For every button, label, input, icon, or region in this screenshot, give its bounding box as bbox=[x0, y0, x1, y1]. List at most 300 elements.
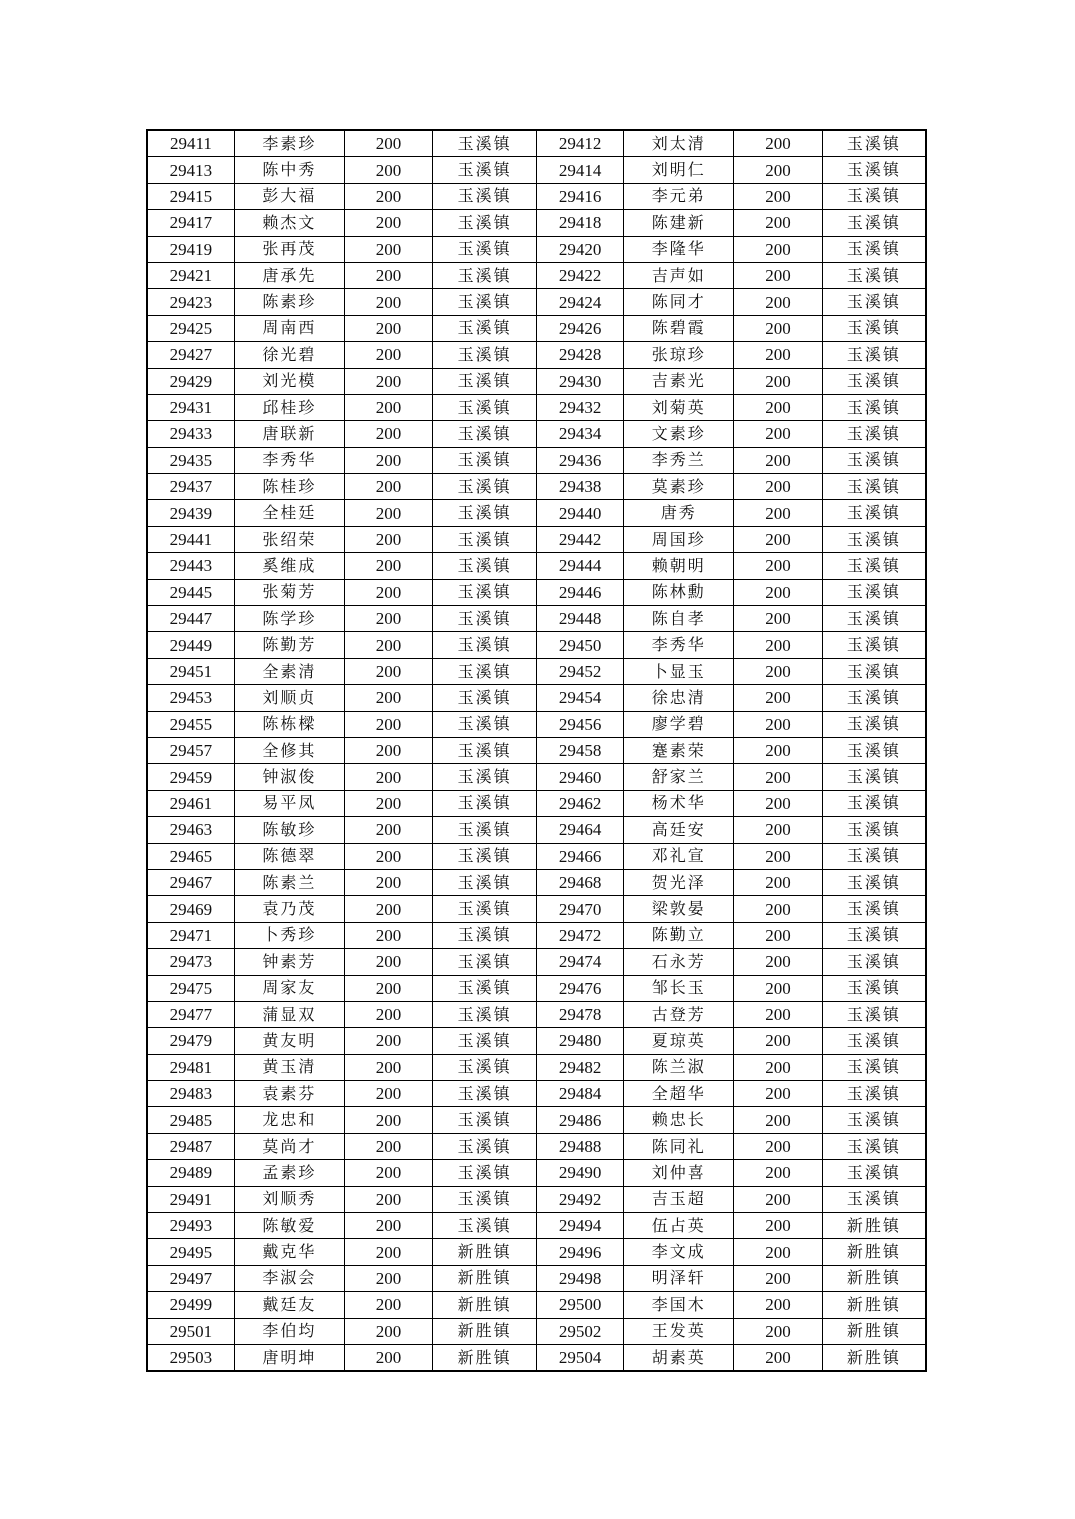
cell-town: 玉溪镇 bbox=[822, 1160, 926, 1186]
cell-record-id: 29437 bbox=[147, 474, 234, 500]
cell-person-name: 全素清 bbox=[234, 658, 344, 684]
cell-amount: 200 bbox=[734, 711, 822, 737]
cell-person-name: 黄玉清 bbox=[234, 1054, 344, 1080]
cell-town: 玉溪镇 bbox=[433, 315, 537, 341]
cell-amount: 200 bbox=[344, 949, 432, 975]
cell-person-name: 唐秀 bbox=[624, 500, 734, 526]
cell-town: 玉溪镇 bbox=[822, 236, 926, 262]
cell-person-name: 李秀兰 bbox=[624, 447, 734, 473]
cell-record-id: 29416 bbox=[536, 183, 623, 209]
cell-amount: 200 bbox=[344, 606, 432, 632]
cell-record-id: 29445 bbox=[147, 579, 234, 605]
cell-town: 玉溪镇 bbox=[822, 1081, 926, 1107]
table-row bbox=[147, 1054, 926, 1080]
cell-amount: 200 bbox=[344, 262, 432, 288]
cell-person-name: 周家友 bbox=[234, 975, 344, 1001]
cell-record-id: 29426 bbox=[536, 315, 623, 341]
cell-amount: 200 bbox=[734, 210, 822, 236]
cell-record-id: 29499 bbox=[147, 1292, 234, 1318]
cell-person-name: 李素珍 bbox=[234, 130, 344, 157]
cell-person-name: 梁敦晏 bbox=[624, 896, 734, 922]
cell-record-id: 29451 bbox=[147, 658, 234, 684]
cell-record-id: 29497 bbox=[147, 1265, 234, 1291]
cell-amount: 200 bbox=[734, 1213, 822, 1239]
cell-town: 玉溪镇 bbox=[822, 1186, 926, 1212]
cell-town: 玉溪镇 bbox=[433, 711, 537, 737]
cell-record-id: 29452 bbox=[536, 658, 623, 684]
cell-record-id: 29450 bbox=[536, 632, 623, 658]
cell-town: 玉溪镇 bbox=[433, 764, 537, 790]
cell-town: 新胜镇 bbox=[822, 1213, 926, 1239]
cell-town: 玉溪镇 bbox=[433, 183, 537, 209]
cell-town: 玉溪镇 bbox=[433, 1001, 537, 1027]
cell-town: 玉溪镇 bbox=[433, 368, 537, 394]
cell-amount: 200 bbox=[734, 1186, 822, 1212]
table-row bbox=[147, 843, 926, 869]
table-body bbox=[147, 130, 926, 1371]
cell-amount: 200 bbox=[734, 737, 822, 763]
cell-record-id: 29422 bbox=[536, 262, 623, 288]
cell-person-name: 赖杰文 bbox=[234, 210, 344, 236]
cell-town: 玉溪镇 bbox=[433, 1160, 537, 1186]
cell-amount: 200 bbox=[344, 315, 432, 341]
cell-amount: 200 bbox=[344, 474, 432, 500]
cell-record-id: 29489 bbox=[147, 1160, 234, 1186]
cell-amount: 200 bbox=[344, 1133, 432, 1159]
cell-town: 玉溪镇 bbox=[822, 447, 926, 473]
cell-person-name: 刘太清 bbox=[624, 130, 734, 157]
cell-amount: 200 bbox=[344, 737, 432, 763]
cell-record-id: 29460 bbox=[536, 764, 623, 790]
subsidy-table bbox=[146, 129, 927, 1372]
cell-town: 玉溪镇 bbox=[822, 1001, 926, 1027]
cell-town: 玉溪镇 bbox=[822, 975, 926, 1001]
cell-person-name: 莫素珍 bbox=[624, 474, 734, 500]
cell-record-id: 29446 bbox=[536, 579, 623, 605]
cell-record-id: 29474 bbox=[536, 949, 623, 975]
cell-person-name: 徐忠清 bbox=[624, 685, 734, 711]
cell-town: 玉溪镇 bbox=[822, 500, 926, 526]
cell-record-id: 29419 bbox=[147, 236, 234, 262]
cell-record-id: 29478 bbox=[536, 1001, 623, 1027]
cell-record-id: 29467 bbox=[147, 869, 234, 895]
cell-record-id: 29455 bbox=[147, 711, 234, 737]
cell-town: 玉溪镇 bbox=[822, 843, 926, 869]
cell-amount: 200 bbox=[734, 1318, 822, 1344]
table-row bbox=[147, 1081, 926, 1107]
cell-amount: 200 bbox=[734, 1160, 822, 1186]
cell-amount: 200 bbox=[734, 790, 822, 816]
cell-record-id: 29504 bbox=[536, 1344, 623, 1371]
cell-amount: 200 bbox=[734, 394, 822, 420]
cell-person-name: 张琼珍 bbox=[624, 342, 734, 368]
cell-town: 玉溪镇 bbox=[433, 975, 537, 1001]
cell-amount: 200 bbox=[344, 922, 432, 948]
cell-town: 玉溪镇 bbox=[433, 1081, 537, 1107]
cell-record-id: 29465 bbox=[147, 843, 234, 869]
cell-amount: 200 bbox=[344, 1318, 432, 1344]
cell-person-name: 陈敏珍 bbox=[234, 817, 344, 843]
cell-town: 玉溪镇 bbox=[822, 289, 926, 315]
cell-town: 玉溪镇 bbox=[822, 817, 926, 843]
cell-record-id: 29431 bbox=[147, 394, 234, 420]
cell-town: 玉溪镇 bbox=[433, 474, 537, 500]
cell-amount: 200 bbox=[344, 183, 432, 209]
table-row bbox=[147, 210, 926, 236]
cell-amount: 200 bbox=[344, 764, 432, 790]
cell-person-name: 徐光碧 bbox=[234, 342, 344, 368]
cell-person-name: 陈敏爱 bbox=[234, 1213, 344, 1239]
cell-amount: 200 bbox=[344, 289, 432, 315]
cell-person-name: 陈同礼 bbox=[624, 1133, 734, 1159]
table-row bbox=[147, 975, 926, 1001]
cell-amount: 200 bbox=[734, 922, 822, 948]
cell-person-name: 戴廷友 bbox=[234, 1292, 344, 1318]
cell-amount: 200 bbox=[734, 579, 822, 605]
cell-town: 玉溪镇 bbox=[822, 474, 926, 500]
cell-person-name: 邱桂珍 bbox=[234, 394, 344, 420]
cell-record-id: 29448 bbox=[536, 606, 623, 632]
cell-record-id: 29487 bbox=[147, 1133, 234, 1159]
cell-amount: 200 bbox=[344, 632, 432, 658]
cell-amount: 200 bbox=[344, 817, 432, 843]
cell-amount: 200 bbox=[734, 526, 822, 552]
cell-amount: 200 bbox=[344, 843, 432, 869]
cell-amount: 200 bbox=[344, 1213, 432, 1239]
cell-town: 玉溪镇 bbox=[822, 315, 926, 341]
cell-person-name: 张菊芳 bbox=[234, 579, 344, 605]
cell-person-name: 李秀华 bbox=[234, 447, 344, 473]
cell-town: 玉溪镇 bbox=[822, 737, 926, 763]
cell-amount: 200 bbox=[344, 790, 432, 816]
cell-town: 玉溪镇 bbox=[433, 526, 537, 552]
cell-record-id: 29438 bbox=[536, 474, 623, 500]
table-row bbox=[147, 658, 926, 684]
cell-town: 玉溪镇 bbox=[433, 394, 537, 420]
table-row bbox=[147, 421, 926, 447]
cell-amount: 200 bbox=[734, 1054, 822, 1080]
cell-person-name: 陈素兰 bbox=[234, 869, 344, 895]
table-row bbox=[147, 394, 926, 420]
cell-record-id: 29486 bbox=[536, 1107, 623, 1133]
cell-town: 玉溪镇 bbox=[433, 1133, 537, 1159]
cell-record-id: 29420 bbox=[536, 236, 623, 262]
table-row bbox=[147, 711, 926, 737]
cell-town: 新胜镇 bbox=[822, 1344, 926, 1371]
cell-amount: 200 bbox=[734, 1265, 822, 1291]
cell-record-id: 29485 bbox=[147, 1107, 234, 1133]
cell-person-name: 奚维成 bbox=[234, 553, 344, 579]
cell-amount: 200 bbox=[734, 896, 822, 922]
cell-amount: 200 bbox=[734, 949, 822, 975]
cell-town: 玉溪镇 bbox=[433, 949, 537, 975]
cell-town: 玉溪镇 bbox=[822, 342, 926, 368]
cell-record-id: 29430 bbox=[536, 368, 623, 394]
cell-amount: 200 bbox=[734, 1001, 822, 1027]
cell-amount: 200 bbox=[734, 474, 822, 500]
cell-record-id: 29432 bbox=[536, 394, 623, 420]
cell-town: 玉溪镇 bbox=[433, 262, 537, 288]
cell-person-name: 陈栋樑 bbox=[234, 711, 344, 737]
cell-person-name: 易平凤 bbox=[234, 790, 344, 816]
cell-town: 新胜镇 bbox=[822, 1239, 926, 1265]
cell-amount: 200 bbox=[734, 342, 822, 368]
cell-person-name: 孟素珍 bbox=[234, 1160, 344, 1186]
cell-amount: 200 bbox=[344, 896, 432, 922]
cell-person-name: 陈学珍 bbox=[234, 606, 344, 632]
cell-record-id: 29425 bbox=[147, 315, 234, 341]
table-row bbox=[147, 922, 926, 948]
table-row bbox=[147, 1160, 926, 1186]
cell-record-id: 29479 bbox=[147, 1028, 234, 1054]
table-row bbox=[147, 474, 926, 500]
cell-record-id: 29490 bbox=[536, 1160, 623, 1186]
cell-record-id: 29444 bbox=[536, 553, 623, 579]
cell-person-name: 全修其 bbox=[234, 737, 344, 763]
cell-record-id: 29481 bbox=[147, 1054, 234, 1080]
cell-record-id: 29424 bbox=[536, 289, 623, 315]
cell-person-name: 卜显玉 bbox=[624, 658, 734, 684]
cell-person-name: 赖忠长 bbox=[624, 1107, 734, 1133]
cell-person-name: 陈桂珍 bbox=[234, 474, 344, 500]
cell-record-id: 29413 bbox=[147, 157, 234, 183]
cell-amount: 200 bbox=[344, 1186, 432, 1212]
cell-town: 玉溪镇 bbox=[433, 553, 537, 579]
table-row bbox=[147, 1133, 926, 1159]
cell-record-id: 29414 bbox=[536, 157, 623, 183]
cell-person-name: 吉声如 bbox=[624, 262, 734, 288]
cell-person-name: 吉玉超 bbox=[624, 1186, 734, 1212]
cell-person-name: 伍占英 bbox=[624, 1213, 734, 1239]
cell-amount: 200 bbox=[344, 1054, 432, 1080]
table-row bbox=[147, 896, 926, 922]
cell-person-name: 卜秀珍 bbox=[234, 922, 344, 948]
cell-record-id: 29491 bbox=[147, 1186, 234, 1212]
table-row bbox=[147, 1344, 926, 1371]
table-row bbox=[147, 553, 926, 579]
cell-town: 玉溪镇 bbox=[822, 790, 926, 816]
cell-record-id: 29461 bbox=[147, 790, 234, 816]
cell-record-id: 29495 bbox=[147, 1239, 234, 1265]
cell-record-id: 29435 bbox=[147, 447, 234, 473]
cell-person-name: 文素珍 bbox=[624, 421, 734, 447]
cell-amount: 200 bbox=[734, 130, 822, 157]
cell-person-name: 陈同才 bbox=[624, 289, 734, 315]
cell-town: 玉溪镇 bbox=[433, 236, 537, 262]
table-row bbox=[147, 526, 926, 552]
cell-amount: 200 bbox=[344, 1028, 432, 1054]
cell-person-name: 蹇素荣 bbox=[624, 737, 734, 763]
cell-person-name: 刘明仁 bbox=[624, 157, 734, 183]
cell-amount: 200 bbox=[734, 368, 822, 394]
cell-amount: 200 bbox=[734, 1028, 822, 1054]
cell-person-name: 刘顺秀 bbox=[234, 1186, 344, 1212]
table-row bbox=[147, 342, 926, 368]
cell-record-id: 29484 bbox=[536, 1081, 623, 1107]
cell-record-id: 29439 bbox=[147, 500, 234, 526]
cell-town: 玉溪镇 bbox=[433, 1107, 537, 1133]
cell-record-id: 29436 bbox=[536, 447, 623, 473]
cell-town: 新胜镇 bbox=[822, 1318, 926, 1344]
cell-amount: 200 bbox=[734, 447, 822, 473]
cell-town: 玉溪镇 bbox=[822, 394, 926, 420]
cell-record-id: 29417 bbox=[147, 210, 234, 236]
cell-amount: 200 bbox=[734, 289, 822, 315]
cell-amount: 200 bbox=[734, 315, 822, 341]
cell-amount: 200 bbox=[344, 1001, 432, 1027]
cell-town: 新胜镇 bbox=[433, 1265, 537, 1291]
cell-record-id: 29449 bbox=[147, 632, 234, 658]
cell-town: 玉溪镇 bbox=[822, 896, 926, 922]
table-row bbox=[147, 1001, 926, 1027]
cell-person-name: 吉素光 bbox=[624, 368, 734, 394]
cell-amount: 200 bbox=[344, 236, 432, 262]
cell-town: 玉溪镇 bbox=[433, 1213, 537, 1239]
table-row bbox=[147, 315, 926, 341]
cell-town: 新胜镇 bbox=[433, 1239, 537, 1265]
cell-town: 新胜镇 bbox=[433, 1292, 537, 1318]
table-row bbox=[147, 500, 926, 526]
cell-person-name: 陈勤芳 bbox=[234, 632, 344, 658]
cell-amount: 200 bbox=[344, 1344, 432, 1371]
table-row bbox=[147, 157, 926, 183]
cell-record-id: 29498 bbox=[536, 1265, 623, 1291]
cell-record-id: 29477 bbox=[147, 1001, 234, 1027]
cell-amount: 200 bbox=[734, 1133, 822, 1159]
cell-amount: 200 bbox=[344, 526, 432, 552]
cell-town: 玉溪镇 bbox=[822, 130, 926, 157]
cell-person-name: 李国木 bbox=[624, 1292, 734, 1318]
cell-person-name: 袁素芬 bbox=[234, 1081, 344, 1107]
table-row bbox=[147, 632, 926, 658]
cell-person-name: 胡素英 bbox=[624, 1344, 734, 1371]
cell-person-name: 廖学碧 bbox=[624, 711, 734, 737]
cell-record-id: 29443 bbox=[147, 553, 234, 579]
cell-amount: 200 bbox=[344, 157, 432, 183]
table-row bbox=[147, 289, 926, 315]
cell-town: 玉溪镇 bbox=[822, 157, 926, 183]
cell-record-id: 29473 bbox=[147, 949, 234, 975]
cell-record-id: 29447 bbox=[147, 606, 234, 632]
cell-record-id: 29423 bbox=[147, 289, 234, 315]
cell-person-name: 石永芳 bbox=[624, 949, 734, 975]
cell-person-name: 刘顺贞 bbox=[234, 685, 344, 711]
cell-person-name: 陈自孝 bbox=[624, 606, 734, 632]
cell-record-id: 29472 bbox=[536, 922, 623, 948]
cell-person-name: 陈兰淑 bbox=[624, 1054, 734, 1080]
cell-record-id: 29483 bbox=[147, 1081, 234, 1107]
cell-amount: 200 bbox=[344, 1292, 432, 1318]
cell-town: 玉溪镇 bbox=[822, 1133, 926, 1159]
cell-amount: 200 bbox=[734, 975, 822, 1001]
cell-amount: 200 bbox=[734, 843, 822, 869]
cell-person-name: 李隆华 bbox=[624, 236, 734, 262]
cell-town: 玉溪镇 bbox=[433, 289, 537, 315]
cell-amount: 200 bbox=[734, 1344, 822, 1371]
cell-person-name: 袁乃茂 bbox=[234, 896, 344, 922]
table-row bbox=[147, 1265, 926, 1291]
cell-town: 玉溪镇 bbox=[433, 737, 537, 763]
cell-amount: 200 bbox=[344, 869, 432, 895]
cell-record-id: 29411 bbox=[147, 130, 234, 157]
cell-person-name: 邓礼宣 bbox=[624, 843, 734, 869]
cell-person-name: 陈勤立 bbox=[624, 922, 734, 948]
cell-town: 玉溪镇 bbox=[822, 553, 926, 579]
cell-town: 玉溪镇 bbox=[822, 1054, 926, 1080]
cell-person-name: 张再茂 bbox=[234, 236, 344, 262]
table-row bbox=[147, 368, 926, 394]
cell-person-name: 明泽轩 bbox=[624, 1265, 734, 1291]
cell-town: 玉溪镇 bbox=[433, 632, 537, 658]
cell-person-name: 全桂廷 bbox=[234, 500, 344, 526]
cell-person-name: 唐联新 bbox=[234, 421, 344, 447]
cell-person-name: 蒲显双 bbox=[234, 1001, 344, 1027]
cell-town: 玉溪镇 bbox=[822, 949, 926, 975]
cell-town: 玉溪镇 bbox=[433, 1186, 537, 1212]
cell-person-name: 莫尚才 bbox=[234, 1133, 344, 1159]
cell-town: 玉溪镇 bbox=[822, 421, 926, 447]
cell-record-id: 29496 bbox=[536, 1239, 623, 1265]
cell-amount: 200 bbox=[344, 1265, 432, 1291]
cell-amount: 200 bbox=[344, 711, 432, 737]
cell-person-name: 陈德翠 bbox=[234, 843, 344, 869]
cell-amount: 200 bbox=[734, 236, 822, 262]
cell-person-name: 高廷安 bbox=[624, 817, 734, 843]
cell-record-id: 29480 bbox=[536, 1028, 623, 1054]
table-row bbox=[147, 1213, 926, 1239]
cell-person-name: 陈素珍 bbox=[234, 289, 344, 315]
cell-amount: 200 bbox=[344, 579, 432, 605]
table-row bbox=[147, 1292, 926, 1318]
cell-person-name: 黄友明 bbox=[234, 1028, 344, 1054]
cell-record-id: 29418 bbox=[536, 210, 623, 236]
cell-amount: 200 bbox=[734, 685, 822, 711]
cell-record-id: 29429 bbox=[147, 368, 234, 394]
cell-person-name: 赖朝明 bbox=[624, 553, 734, 579]
cell-town: 玉溪镇 bbox=[822, 869, 926, 895]
cell-person-name: 陈碧霞 bbox=[624, 315, 734, 341]
cell-town: 玉溪镇 bbox=[433, 130, 537, 157]
cell-amount: 200 bbox=[344, 342, 432, 368]
cell-amount: 200 bbox=[344, 394, 432, 420]
cell-town: 玉溪镇 bbox=[433, 500, 537, 526]
cell-town: 玉溪镇 bbox=[433, 606, 537, 632]
cell-town: 玉溪镇 bbox=[433, 210, 537, 236]
table-row bbox=[147, 579, 926, 605]
table-row bbox=[147, 949, 926, 975]
cell-person-name: 邹长玉 bbox=[624, 975, 734, 1001]
cell-record-id: 29463 bbox=[147, 817, 234, 843]
cell-amount: 200 bbox=[734, 764, 822, 790]
table-row bbox=[147, 869, 926, 895]
cell-person-name: 王发英 bbox=[624, 1318, 734, 1344]
cell-town: 玉溪镇 bbox=[433, 843, 537, 869]
cell-person-name: 彭大福 bbox=[234, 183, 344, 209]
cell-town: 玉溪镇 bbox=[822, 210, 926, 236]
cell-person-name: 贺光泽 bbox=[624, 869, 734, 895]
cell-record-id: 29492 bbox=[536, 1186, 623, 1212]
cell-amount: 200 bbox=[734, 157, 822, 183]
cell-amount: 200 bbox=[734, 262, 822, 288]
cell-record-id: 29470 bbox=[536, 896, 623, 922]
cell-record-id: 29462 bbox=[536, 790, 623, 816]
cell-amount: 200 bbox=[734, 1107, 822, 1133]
cell-person-name: 李元弟 bbox=[624, 183, 734, 209]
cell-person-name: 全超华 bbox=[624, 1081, 734, 1107]
cell-town: 玉溪镇 bbox=[433, 447, 537, 473]
table-row bbox=[147, 130, 926, 157]
table-row bbox=[147, 606, 926, 632]
